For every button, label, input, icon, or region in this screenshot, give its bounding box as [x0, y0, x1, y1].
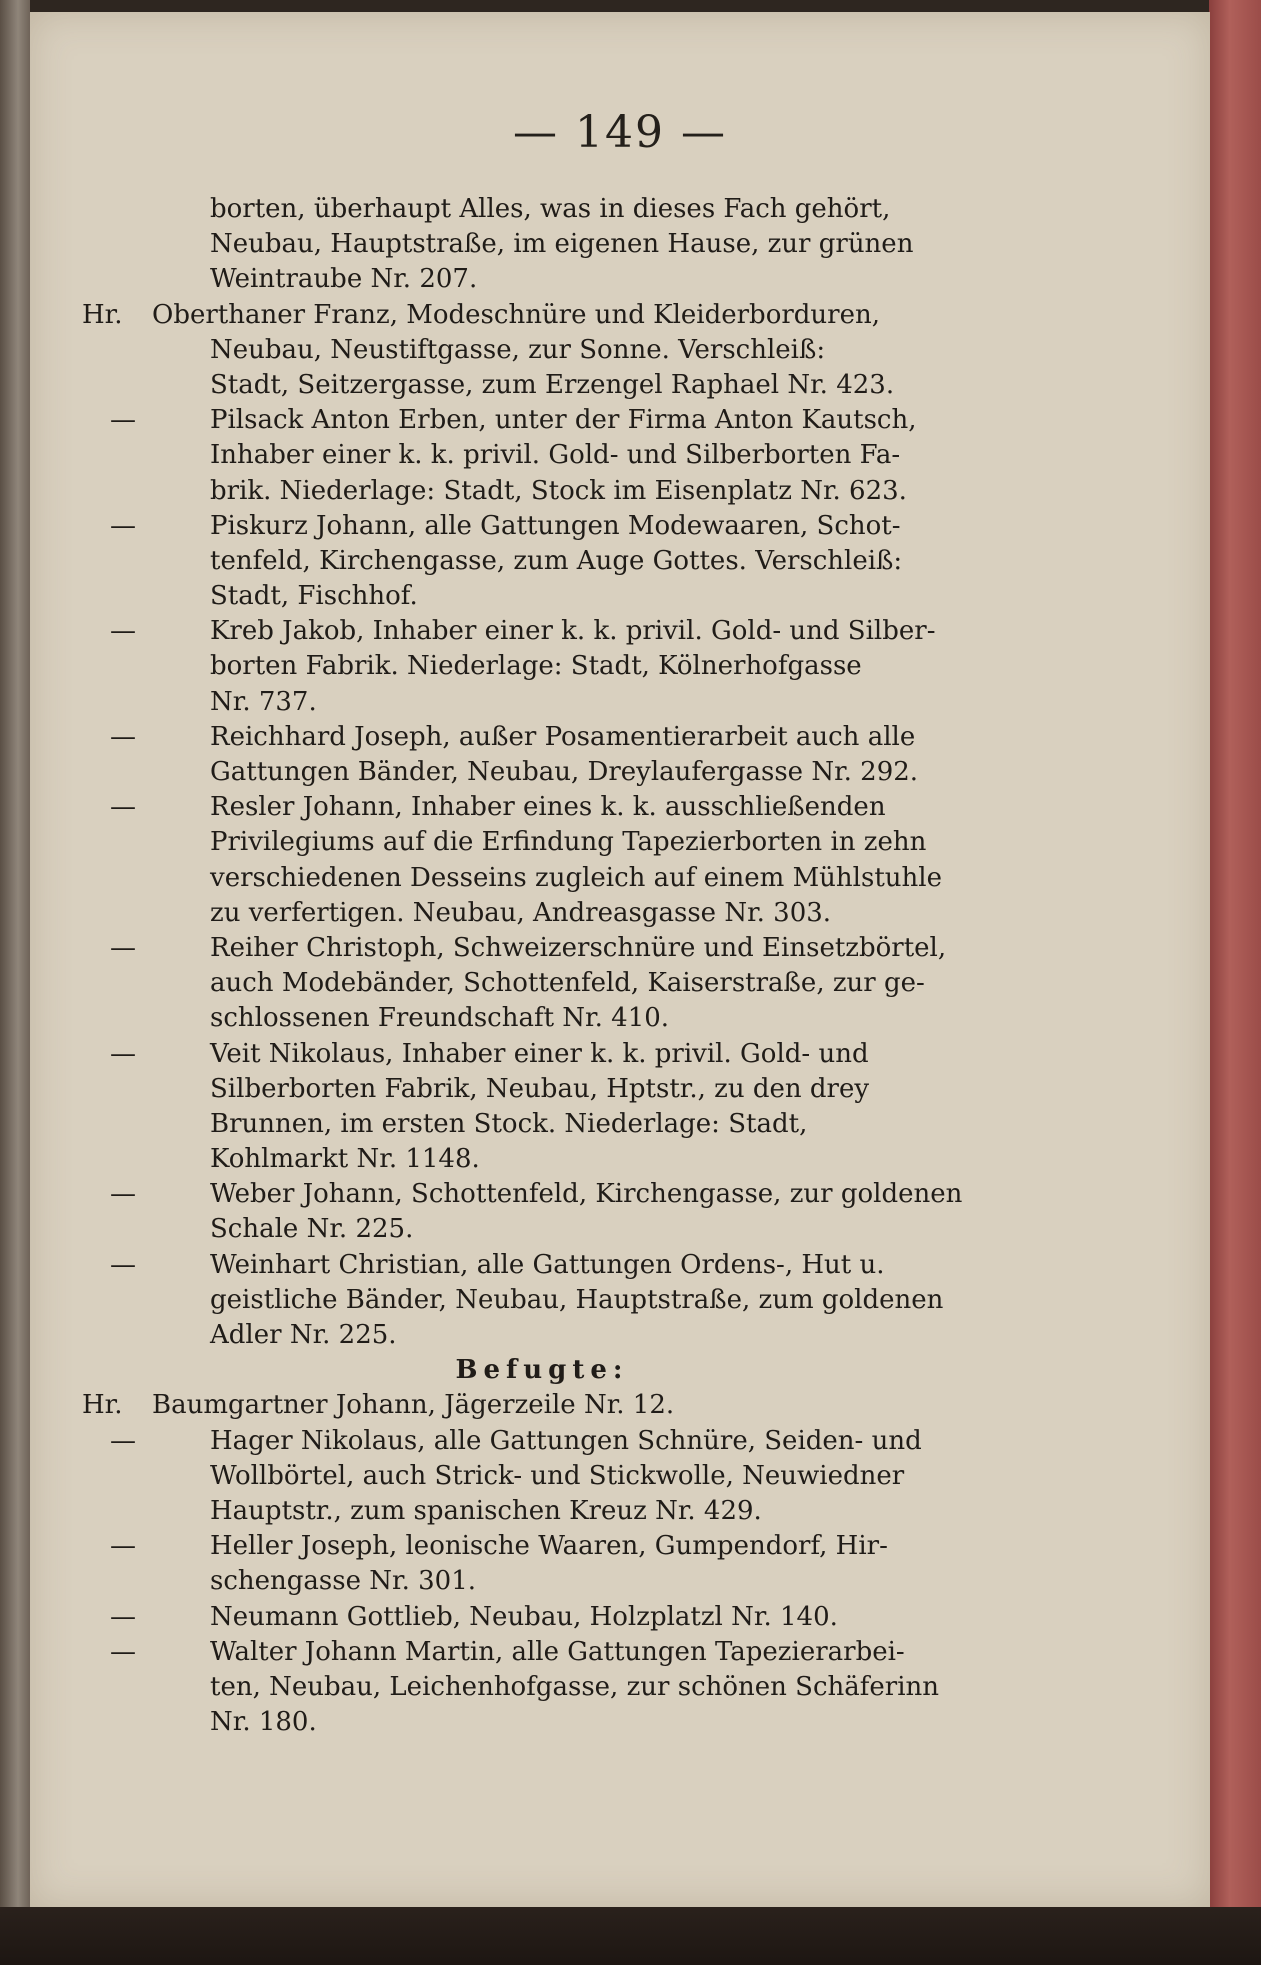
entry-continuation-line	[82, 579, 1082, 614]
ditto-dash: —	[110, 1531, 136, 1562]
entry-first-line	[82, 1529, 1082, 1564]
ditto-dash: —	[110, 792, 136, 823]
entry-first-line	[82, 790, 1082, 825]
entry-continuation-line	[82, 544, 1082, 579]
entry-first-line	[82, 614, 1082, 649]
entry-continuation-line	[82, 368, 1082, 403]
entry-continuation-line	[82, 1459, 1082, 1494]
line-text: Baumgartner Johann, Jägerzeile Nr. 12.	[152, 1390, 675, 1421]
entry-continuation-line	[82, 1283, 1082, 1318]
line-text: Reiher Christoph, Schweizerschnüre und Einsetzbörtel,	[210, 932, 947, 963]
entry-first-line	[82, 1388, 1082, 1423]
entry-continuation-line	[82, 1212, 1082, 1247]
line-text: Weber Johann, Schottenfeld, Kirchengasse, zur goldenen	[210, 1179, 963, 1210]
ditto-dash: —	[110, 721, 136, 752]
entry-first-line	[82, 1037, 1082, 1072]
line-text: Nr. 737.	[210, 686, 317, 717]
line-text: Brunnen, im ersten Stock. Niederlage: Stadt,	[210, 1108, 808, 1139]
line-text: schlossenen Freundschaft Nr. 410.	[210, 1003, 670, 1034]
book-cover-edge-bottom	[0, 1907, 1261, 1965]
line-text: Silberborten Fabrik, Neubau, Hptstr., zu den drey	[210, 1073, 870, 1104]
line-text: zu verfertigen. Neubau, Andreasgasse Nr. 303.	[210, 897, 832, 928]
entry-continuation-line	[82, 1318, 1082, 1353]
line-text: Stadt, Seitzergasse, zum Erzengel Raphael Nr. 423.	[210, 369, 895, 400]
entry-continuation-line	[82, 1107, 1082, 1142]
line-text: Heller Joseph, leonische Waaren, Gumpendorf, Hir-	[210, 1531, 888, 1562]
ditto-dash: —	[110, 510, 136, 541]
ditto-dash: —	[110, 1038, 136, 1069]
ditto-dash: —	[110, 932, 136, 963]
ditto-dash: —	[110, 1179, 136, 1210]
section-heading	[82, 1353, 1002, 1388]
ditto-dash: —	[110, 616, 136, 647]
entry-continuation-line	[82, 1142, 1082, 1177]
entry-continuation-line	[82, 825, 1082, 860]
line-text: tenfeld, Kirchengasse, zum Auge Gottes. Verschleiß:	[210, 545, 903, 576]
entry-continuation-line	[82, 1001, 1082, 1036]
entry-first-line	[82, 1177, 1082, 1212]
line-text: Befugte:	[455, 1355, 629, 1386]
entry-continuation-line	[82, 474, 1082, 509]
line-text: Piskurz Johann, alle Gattungen Modewaaren, Schot-	[210, 510, 901, 541]
line-text: Walter Johann Martin, alle Gattungen Tapezierarbei-	[210, 1636, 905, 1667]
line-text: brik. Niederlage: Stadt, Stock im Eisenplatz Nr. 623.	[210, 475, 907, 506]
line-text: geistliche Bänder, Neubau, Hauptstraße, zum goldenen	[210, 1284, 944, 1315]
page-number: — 149 —	[513, 107, 727, 158]
entry-continuation-line	[82, 333, 1082, 368]
entry-first-line	[82, 509, 1082, 544]
entry-continuation-line	[82, 896, 1082, 931]
line-text: Reichhard Joseph, außer Posamentierarbeit auch alle	[210, 721, 916, 752]
entry-continuation-line	[82, 685, 1082, 720]
line-text: Inhaber einer k. k. privil. Gold- und Silberborten Fa-	[210, 440, 901, 471]
line-text: ten, Neubau, Leichenhofgasse, zur schönen Schäferinn	[210, 1671, 940, 1702]
book-cover-edge-right	[1209, 0, 1261, 1965]
entry-continuation-line	[82, 192, 1082, 227]
line-text: Neubau, Hauptstraße, im eigenen Hause, zur grünen	[210, 229, 914, 260]
line-text: Weintraube Nr. 207.	[210, 264, 478, 295]
book-page	[30, 12, 1210, 1907]
line-text: Veit Nikolaus, Inhaber einer k. k. privil. Gold- und	[210, 1038, 869, 1069]
entry-continuation-line	[82, 438, 1082, 473]
ditto-dash: —	[110, 405, 136, 436]
entry-first-line	[82, 720, 1082, 755]
entry-first-line	[82, 931, 1082, 966]
line-text: Hager Nikolaus, alle Gattungen Schnüre, Seiden- und	[210, 1425, 922, 1456]
entry-first-line	[82, 1424, 1082, 1459]
ditto-dash: —	[110, 1601, 136, 1632]
ditto-dash: —	[110, 1425, 136, 1456]
line-text: borten, überhaupt Alles, was in dieses Fach gehört,	[210, 194, 891, 224]
line-text: Oberthaner Franz, Modeschnüre und Kleiderborduren,	[152, 299, 880, 330]
line-text: Privilegiums auf die Erfindung Tapezierborten in zehn	[210, 827, 927, 858]
entry-first-line	[82, 1248, 1082, 1283]
entry-continuation-line	[82, 755, 1082, 790]
line-text: Hauptstr., zum spanischen Kreuz Nr. 429.	[210, 1495, 762, 1526]
page-text	[82, 192, 1082, 1740]
entry-first-line	[82, 1635, 1082, 1670]
entry-continuation-line	[82, 262, 1082, 297]
title-prefix: Hr.	[82, 299, 123, 330]
ditto-dash: —	[110, 1249, 136, 1280]
entry-continuation-line	[82, 1564, 1082, 1599]
entry-first-line	[82, 298, 1082, 333]
book-binding-left	[0, 0, 30, 1965]
entry-first-line	[82, 403, 1082, 438]
line-text: Adler Nr. 225.	[210, 1320, 397, 1350]
line-text: auch Modebänder, Schottenfeld, Kaiserstraße, zur ge-	[210, 968, 925, 999]
entry-continuation-line	[82, 227, 1082, 262]
line-text: Kohlmarkt Nr. 1148.	[210, 1144, 480, 1175]
entry-first-line	[82, 1600, 1082, 1635]
line-text: Schale Nr. 225.	[210, 1214, 414, 1245]
line-text: Neumann Gottlieb, Neubau, Holzplatzl Nr. 140.	[210, 1601, 838, 1632]
line-text: Wollbörtel, auch Strick- und Stickwolle, Neuwiedner	[210, 1460, 905, 1491]
line-text: Gattungen Bänder, Neubau, Dreylaufergasse Nr. 292.	[210, 757, 919, 787]
entry-continuation-line	[82, 1072, 1082, 1107]
line-text: Stadt, Fischhof.	[210, 581, 418, 612]
line-text: Weinhart Christian, alle Gattungen Ordens-, Hut u.	[210, 1249, 885, 1280]
line-text: Kreb Jakob, Inhaber einer k. k. privil. Gold- und Silber-	[210, 616, 936, 647]
title-prefix: Hr.	[82, 1390, 123, 1421]
line-text: verschiedenen Desseins zugleich auf einem Mühlstuhle	[210, 862, 942, 893]
entry-continuation-line	[82, 1705, 1082, 1740]
line-text: borten Fabrik. Niederlage: Stadt, Kölnerhofgasse	[210, 651, 862, 682]
line-text: Resler Johann, Inhaber eines k. k. ausschließenden	[210, 792, 886, 823]
entry-continuation-line	[82, 861, 1082, 896]
entry-continuation-line	[82, 649, 1082, 684]
line-text: Neubau, Neustiftgasse, zur Sonne. Verschleiß:	[210, 334, 826, 365]
ditto-dash: —	[110, 1636, 136, 1667]
line-text: Nr. 180.	[210, 1707, 317, 1738]
line-text: Pilsack Anton Erben, unter der Firma Anton Kautsch,	[210, 405, 917, 436]
line-text: schengasse Nr. 301.	[210, 1566, 477, 1597]
entry-continuation-line	[82, 966, 1082, 1001]
entry-continuation-line	[82, 1670, 1082, 1705]
entry-continuation-line	[82, 1494, 1082, 1529]
